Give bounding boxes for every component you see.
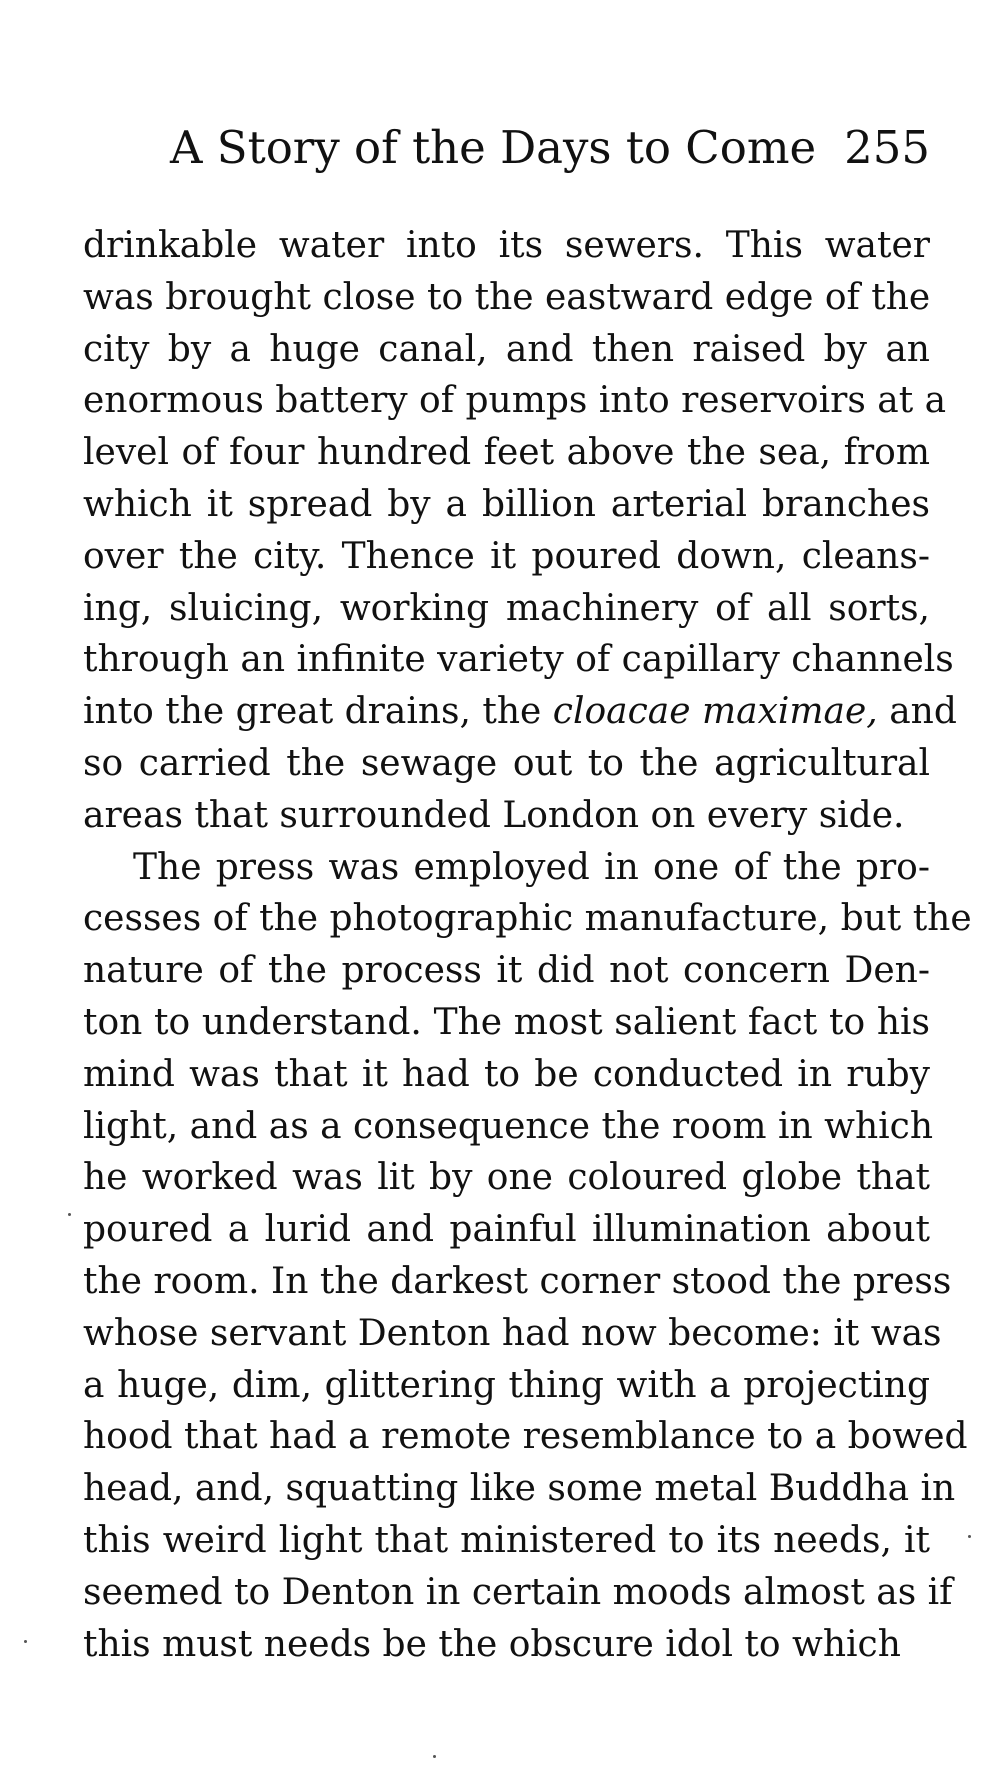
text-line: whose servant Denton had now become: it was xyxy=(83,1312,942,1354)
text-run: into the great drains, the xyxy=(83,691,553,733)
scan-speck xyxy=(968,1535,971,1538)
text-line: ton to understand. The most salient fact to his xyxy=(83,1001,930,1043)
paragraph-1 xyxy=(83,220,957,842)
text-line: hood that had a remote resemblance to a bowed xyxy=(83,1416,968,1458)
page-number: 255 xyxy=(844,121,930,174)
text-line: seemed to Denton in certain moods almost as if xyxy=(83,1571,953,1613)
text-line: enormous battery of pumps into reservoirs at a xyxy=(83,380,947,422)
text-line: ing, sluicing, working machinery of all sorts, xyxy=(83,587,930,629)
text-run: and xyxy=(877,691,957,733)
running-head xyxy=(170,118,930,178)
running-head-title: A Story of the Days to Come xyxy=(170,121,817,174)
text-line: light, and as a consequence the room in which xyxy=(83,1105,934,1147)
text-line: this must needs be the obscure idol to which xyxy=(83,1623,901,1665)
text-line: mind was that it had to be conducted in ruby xyxy=(83,1053,930,1095)
italic-phrase: cloacae maximae, xyxy=(552,691,878,733)
text-line: he worked was lit by one coloured globe that xyxy=(83,1157,930,1199)
text-line: areas that surrounded London on every side. xyxy=(83,794,905,836)
text-line: so carried the sewage out to the agricultural xyxy=(83,742,930,784)
text-line: a huge, dim, glittering thing with a projecting xyxy=(83,1364,930,1406)
text-line: poured a lurid and painful illumination about xyxy=(83,1209,930,1251)
text-line: nature of the process it did not concern Den- xyxy=(83,950,930,992)
text-line-with-italic xyxy=(83,686,957,738)
text-line: over the city. Thence it poured down, cleans- xyxy=(83,535,930,577)
scan-speck xyxy=(24,1640,27,1643)
body-text xyxy=(83,220,972,1670)
text-line: this weird light that ministered to its needs, it xyxy=(83,1519,930,1561)
text-line: The press was employed in one of the pro- xyxy=(133,846,930,888)
text-line: the room. In the darkest corner stood the press xyxy=(83,1260,952,1302)
text-line: was brought close to the eastward edge of the xyxy=(83,276,931,318)
paragraph-2 xyxy=(83,842,972,1671)
scan-speck xyxy=(68,1213,71,1216)
scan-speck xyxy=(433,1755,436,1758)
text-line: through an infinite variety of capillary channels xyxy=(83,639,954,681)
text-line: level of four hundred feet above the sea, from xyxy=(83,432,930,474)
text-line: head, and, squatting like some metal Buddha in xyxy=(83,1468,956,1510)
text-line: cesses of the photographic manufacture, but the xyxy=(83,898,972,940)
text-line: which it spread by a billion arterial branches xyxy=(83,483,930,525)
text-line: drinkable water into its sewers. This water xyxy=(83,225,930,266)
text-line: city by a huge canal, and then raised by an xyxy=(83,328,930,370)
